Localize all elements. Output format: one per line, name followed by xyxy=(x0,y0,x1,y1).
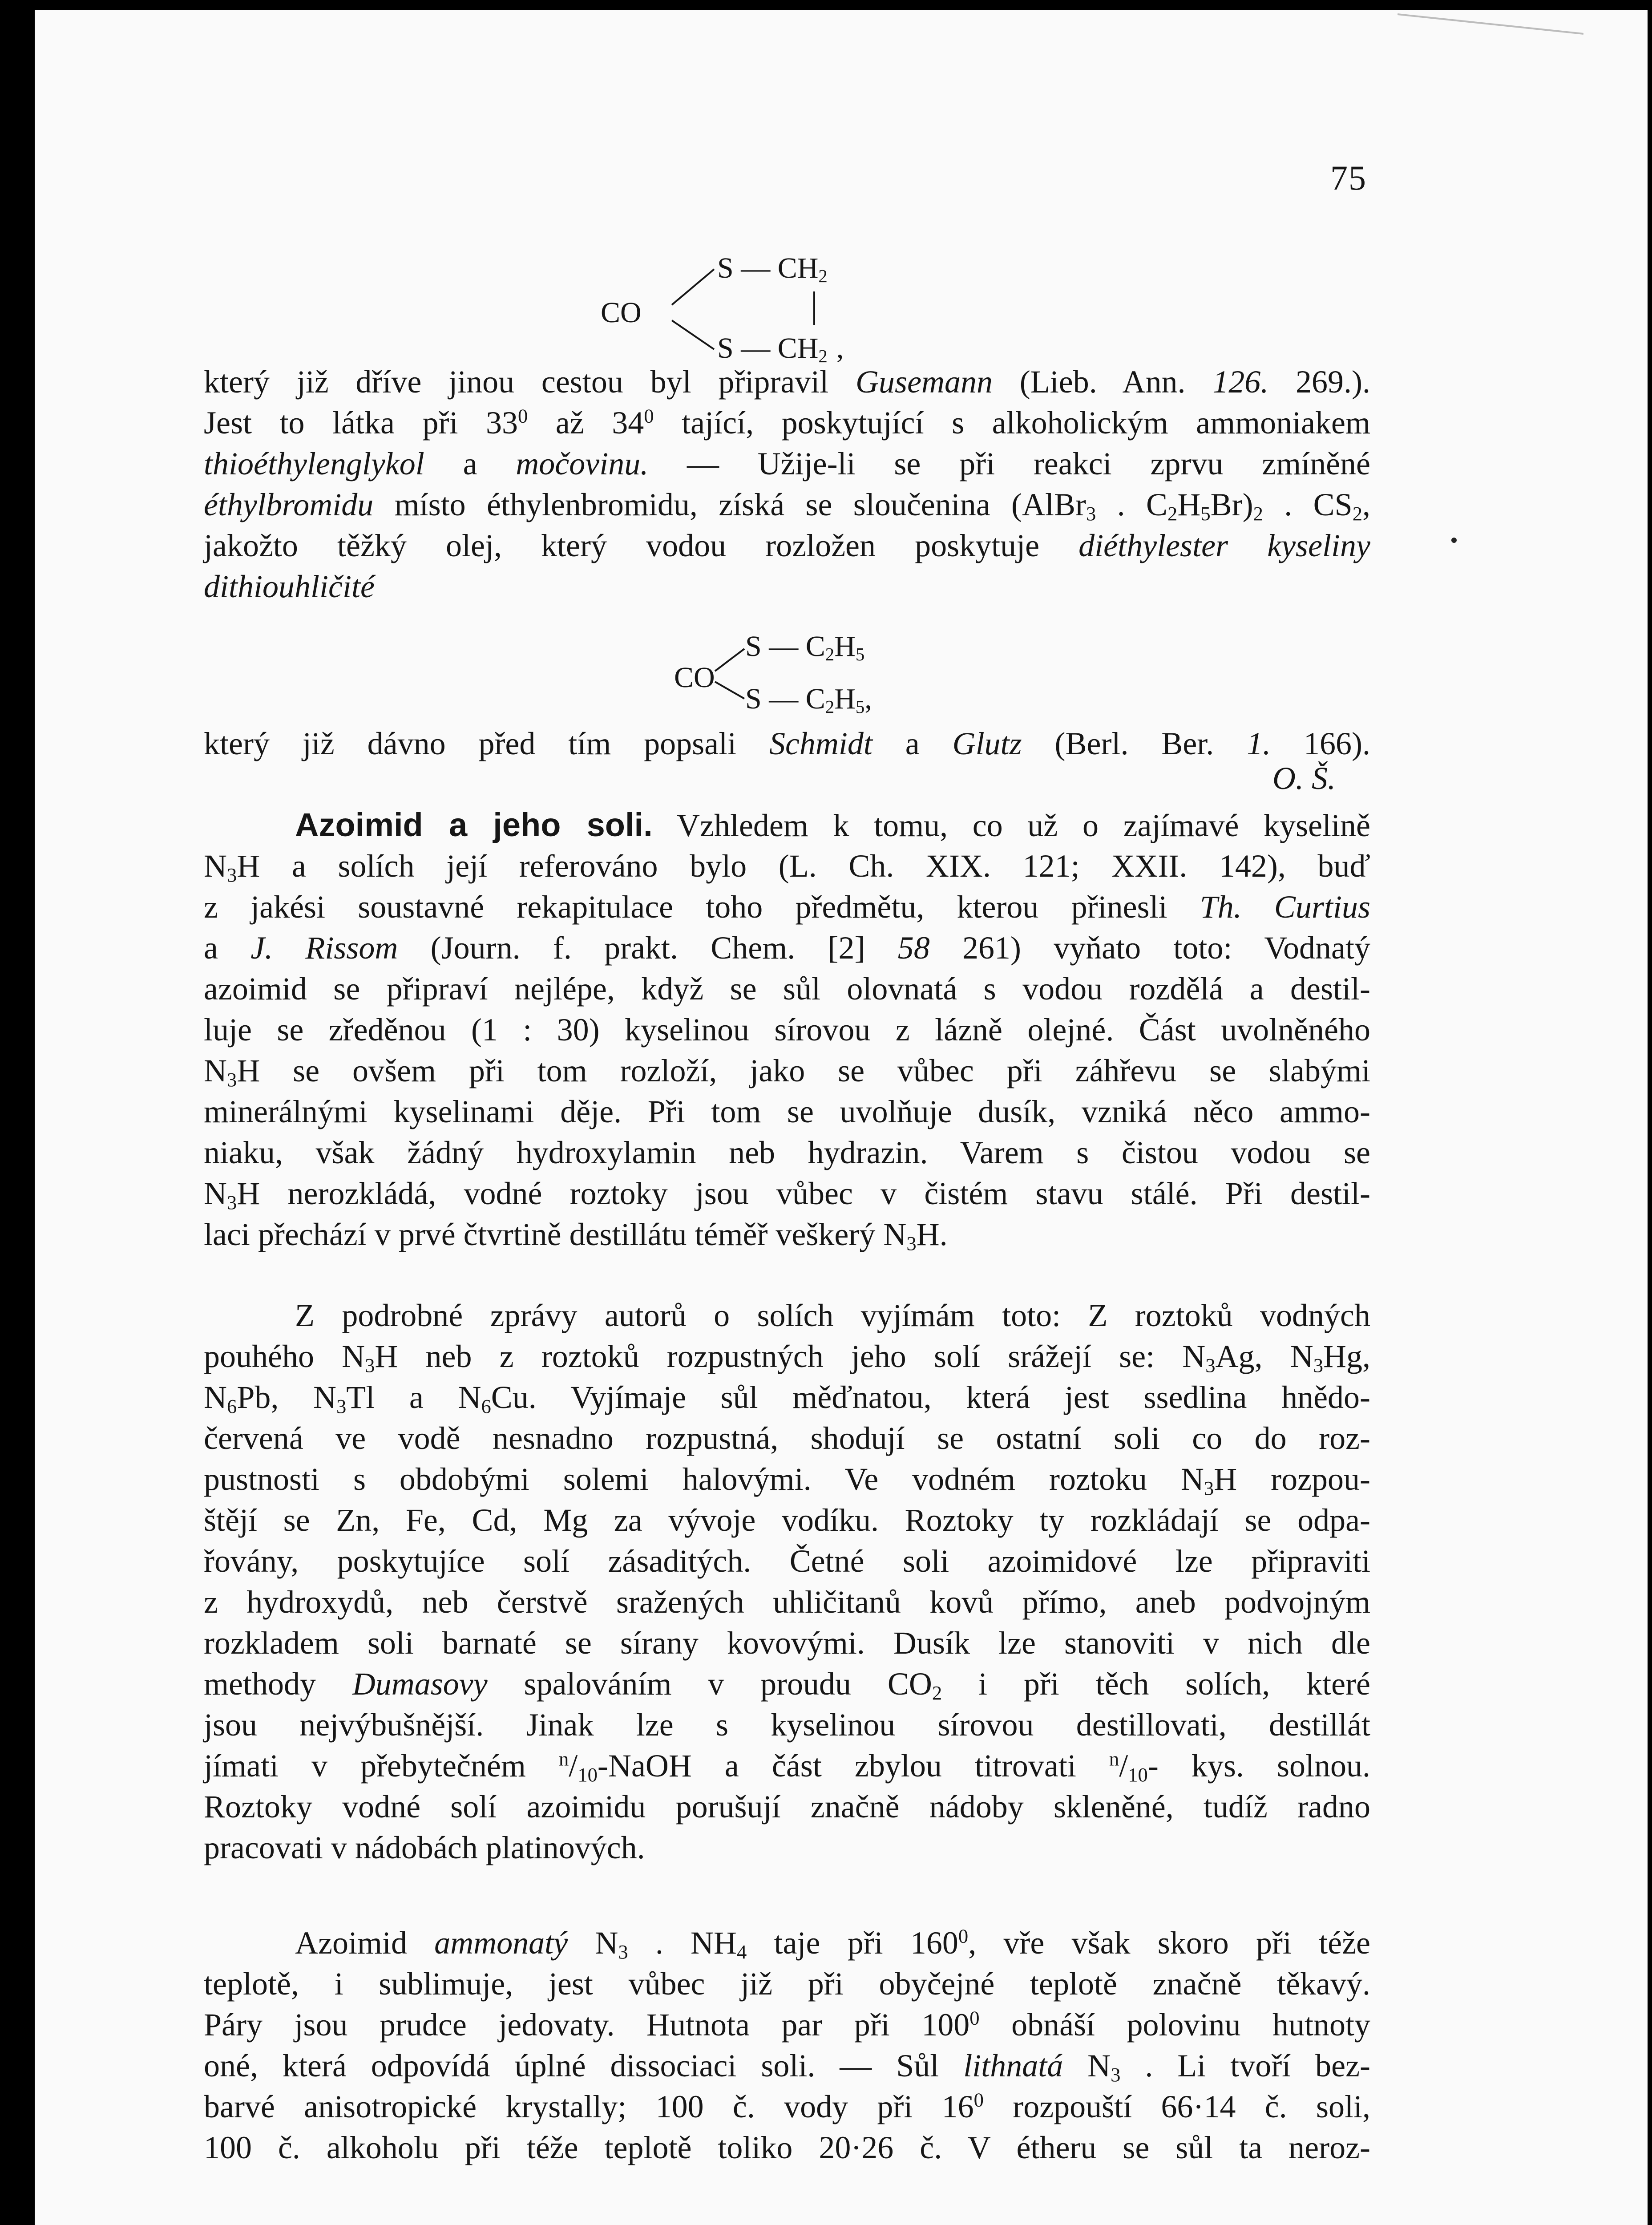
p2-line-6: luje se zředěnou (1 : 30) kyselinou sírovou z lázně olejné. Část uvolněného xyxy=(204,1012,1370,1048)
formula-1-bottom: S — $CH_2$ , xyxy=(717,332,844,367)
p2-line-10: $N_3H$ nerozkládá, vodné roztoky jsou vůbec v čistém stavu stálé. Při destil- xyxy=(204,1176,1370,1214)
p2-line-7: $N_3H$ se ovšem při tom rozloží, jako se vůbec při záhřevu se slabými xyxy=(204,1053,1370,1091)
p2-line-2: $N_3H$ a solích její referováno bylo (L. Ch. XIX. 121; XXII. 142), buď xyxy=(204,848,1370,886)
p1-line-3: thioéthylenglykol a močovinu. — Užije-li se při reakci zprvu zmíněné xyxy=(204,446,1370,481)
p3-line-7: řovány, poskytujíce solí zásaditých. Četné soli azoimidové lze připraviti xyxy=(204,1543,1370,1579)
p2-line-8: minerálnými kyselinami děje. Při tom se uvolňuje dusík, vzniká něco ammo- xyxy=(204,1094,1370,1129)
p1-line-6: dithiouhličité xyxy=(204,569,375,604)
p3-line-14: pracovati v nádobách platinových. xyxy=(204,1830,645,1865)
p3-line-2: pouhého $N_3H$ neb z roztoků rozpustných jeho solí srážejí se: $N_3Ag$, $N_3Hg$, xyxy=(204,1339,1371,1377)
p2-line-1: Azoimid a jeho soli. Vzhledem k tomu, co už o zajímavé kyselině xyxy=(295,806,1370,843)
formula-2-bottom: S — $C_2H_5$, xyxy=(745,683,872,717)
p3-line-1: Z podrobné zprávy autorů o solích vyjímám toto: Z roztoků vodných xyxy=(295,1298,1370,1333)
p2-line-4: a J. Rissom (Journ. f. prakt. Chem. [2] 58 261) vyňato toto: Vodnatý xyxy=(204,930,1370,966)
p3-line-10: methody Dumasovy spalováním v proudu $CO_2$ i při těch solích, které xyxy=(204,1666,1371,1704)
p1-line-5: jakožto těžký olej, který vodou rozložen poskytuje diéthylester kyseliny xyxy=(204,528,1370,563)
p3-line-3: $N_6Pb$, $N_3Tl$ a $N_6Cu$. Vyjímaje sůl měďnatou, která jest ssedlina hnědo- xyxy=(204,1380,1370,1418)
formula-2-top: S — $C_2H_5$ xyxy=(745,630,865,665)
p4-line-5: barvé anisotropické krystally; 100 č. vody při $16^0$ rozpouští 66·14 č. soli, xyxy=(204,2088,1370,2124)
p3-line-8: z hydroxydů, neb čerstvě sražených uhličitanů kovů přímo, aneb podvojným xyxy=(204,1584,1370,1620)
formula-2-bonds xyxy=(674,632,986,721)
author-signature: O. Š. xyxy=(1272,761,1336,796)
p4-line-6: 100 č. alkoholu při téže teplotě toliko 20·26 č. V étheru se sůl ta neroz- xyxy=(204,2130,1370,2165)
p2-line-3: z jakési soustavné rekapitulace toho předmětu, kterou přinesli Th. Curtius xyxy=(204,889,1370,925)
formula-1-left: CO xyxy=(601,296,642,329)
p4-line-3: Páry jsou prudce jedovaty. Hutnota par při $100^0$ obnáší polovinu hutnoty xyxy=(204,2007,1371,2043)
page-number: 75 xyxy=(1330,158,1367,197)
p2-line-5: azoimid se připraví nejlépe, když se sůl olovnatá s vodou rozdělá a destil- xyxy=(204,971,1370,1007)
p2-line-11: laci přechází v prvé čtvrtině destillátu téměř veškerý $N_3H$. xyxy=(204,1217,948,1255)
formula-1-bonds xyxy=(601,249,912,365)
p3-line-12: jímati v přebytečném $^n/_{10}$-NaOH a část zbylou titrovati $^n/_{10}-$ kys. solnou. xyxy=(204,1748,1370,1786)
ink-speck xyxy=(1451,538,1457,543)
p4-line-4: oné, která odpovídá úplné dissociaci soli. — Sůl lithnatá $N_3$ . Li tvoří bez- xyxy=(204,2048,1370,2086)
p1-line-4: éthylbromidu místo éthylenbromidu, získá se sloučenina (AlBr$_3$ . $C_2H_5Br)_2$ . $CS_2$, xyxy=(204,487,1370,525)
formula-ethylene-trithiocarbonate xyxy=(601,249,912,367)
p2-line-9: niaku, však žádný hydroxylamin neb hydrazin. Varem s čistou vodou se xyxy=(204,1135,1370,1170)
section-heading: Azoimid a jeho soli. xyxy=(295,806,653,843)
p4-line-1: Azoimid ammonatý $N_3$ . $NH_4$ taje při $160^0$, vře však skoro při téže xyxy=(295,1925,1370,1963)
p1-line-2: Jest to látka při $33^0$ až $34^0$ tající, poskytující s alkoholickým ammoniakem xyxy=(204,405,1370,441)
formula-1-top: S — $CH_2$ xyxy=(717,252,828,287)
p3-line-4: červená ve vodě nesnadno rozpustná, shodují se ostatní soli co do roz- xyxy=(204,1420,1370,1456)
p3-line-5: pustnosti s obdobými solemi halovými. Ve vodném roztoku $N_3H$ rozpou- xyxy=(204,1461,1371,1500)
p4-line-2: teplotě, i sublimuje, jest vůbec již při obyčejné teplotě značně těkavý. xyxy=(204,1966,1370,2002)
formula-diethyl-trithiocarbonate xyxy=(674,632,986,721)
formula-2-left: CO xyxy=(674,661,715,694)
p3-line-9: rozkladem soli barnaté se sírany kovovými. Dusík lze stanoviti v nich dle xyxy=(204,1625,1370,1661)
p3-line-6: štějí se Zn, Fe, Cd, Mg za vývoje vodíku. Roztoky ty rozkládají se odpa- xyxy=(204,1502,1370,1538)
p1-line-1: který již dříve jinou cestou byl připravil Gusemann (Lieb. Ann. 126. 269.). xyxy=(204,364,1370,400)
p3-line-11: jsou nejvýbušnější. Jinak lze s kyselinou sírovou destillovati, destillát xyxy=(204,1707,1370,1743)
p1-end-line: který již dávno před tím popsali Schmidt a Glutz (Berl. Ber. 1. 166). xyxy=(204,726,1370,761)
p3-line-13: Roztoky vodné solí azoimidu porušují značně nádoby skleněné, tudíž radno xyxy=(204,1789,1370,1824)
